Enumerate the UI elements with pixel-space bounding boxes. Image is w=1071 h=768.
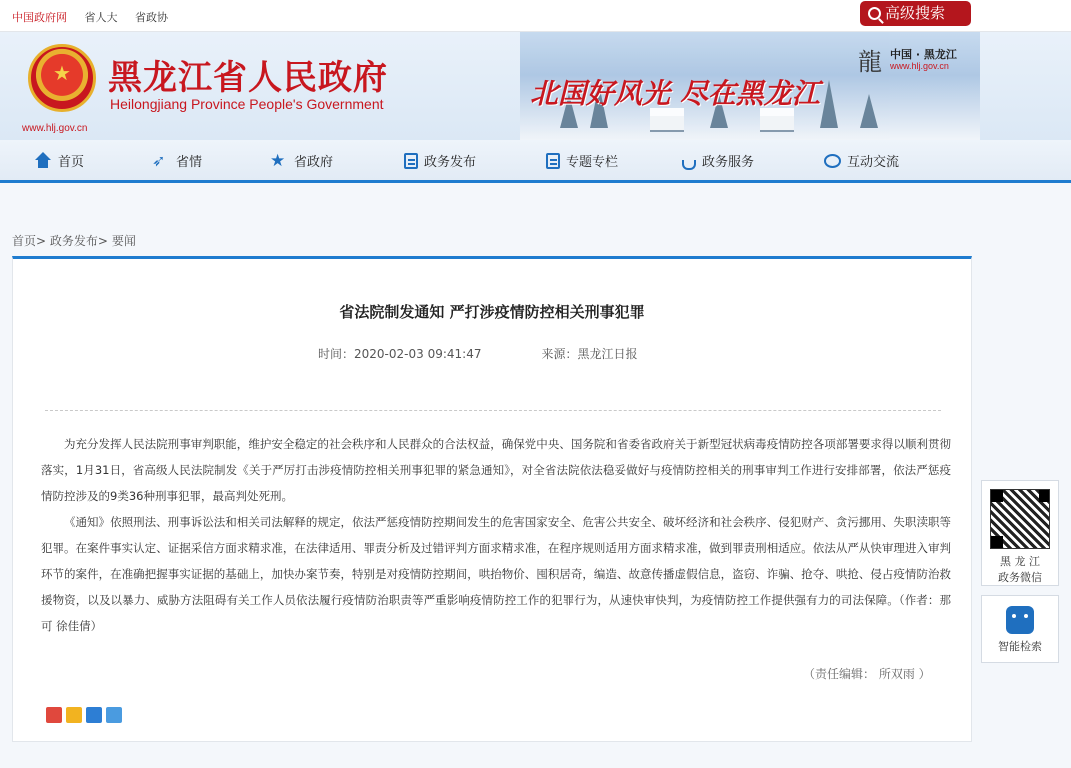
source-label: 来源： bbox=[541, 347, 578, 361]
cup-icon bbox=[682, 160, 696, 170]
breadcrumb bbox=[12, 232, 136, 249]
wechat-widget-line1: 黑 龙 江 bbox=[1000, 555, 1040, 568]
article-paragraph: 《通知》依照刑法、刑事诉讼法和相关司法解释的规定，依法严惩疫情防控期间发生的危害国家安全、危害公共安全、破坏经济和社会秩序、侵犯财产、贪污挪用、失职渎职等犯罪。在案件事实认定、证据采信方面求精求准，在法律适用、罪责分析及过错评判方面求精求准，在程序规则适用方面求精求准，做到罪责刑相适应。依法从严从快审理进入审判环节的案件，在准确把握事实证据的基础上，加快办案节奏，特别是对疫情防控期间，哄抬物价、囤积居奇，编造、故意传播虚假信息，盗窃、诈骗、抢夺、哄抢、侵占疫情防治救援物资，以及以暴力、威胁方法阻碍有关工作人员依法履行疫情防治职责等严重影响疫情防控工作的犯罪行为，从速快审快判，为疫情防控工作提供强有力的司法保障。（作者：那可 徐佳倩） bbox=[41, 515, 951, 633]
advanced-search-label: 高级搜索 bbox=[885, 4, 946, 22]
dragon-logo-icon: 龍 bbox=[858, 48, 882, 76]
site-subtitle: Heilongjiang Province People's Government bbox=[110, 96, 384, 112]
article-meta bbox=[318, 345, 638, 362]
tree-shape bbox=[820, 80, 838, 128]
bird-icon: ➶ bbox=[152, 150, 166, 170]
national-emblem-icon[interactable]: ★ bbox=[28, 44, 96, 112]
nav-item-label: 省政府 bbox=[294, 155, 334, 170]
smart-search-widget[interactable] bbox=[981, 595, 1059, 663]
article-divider bbox=[45, 410, 941, 411]
article-body bbox=[41, 431, 951, 639]
wechat-widget-line2: 政务微信 bbox=[998, 571, 1042, 584]
weibo-share-icon[interactable] bbox=[46, 707, 62, 723]
article-source: 黑龙江日报 bbox=[577, 347, 638, 361]
breadcrumb-separator: > bbox=[36, 234, 47, 248]
nav-item-label: 省情 bbox=[176, 155, 203, 170]
nav-item-interaction[interactable] bbox=[824, 151, 899, 170]
site-url: www.hlj.gov.cn bbox=[22, 123, 88, 134]
link-provincial-congress[interactable]: 省人大 bbox=[84, 11, 118, 24]
breadcrumb-news[interactable]: 要闻 bbox=[111, 234, 136, 248]
corner-brand-name: 中国 · 黑龙江 bbox=[890, 48, 957, 61]
site-title[interactable]: 黑龙江省人民政府 bbox=[108, 58, 388, 98]
nav-item-province-info[interactable] bbox=[152, 151, 202, 170]
article-title: 省法院制发通知 严打涉疫情防控相关刑事犯罪 bbox=[339, 303, 645, 321]
document-icon bbox=[546, 153, 560, 169]
banner-slogan: 北国好风光 尽在黑龙江 bbox=[530, 77, 820, 110]
home-icon bbox=[34, 152, 52, 170]
nav-item-label: 政务发布 bbox=[424, 155, 477, 170]
main-nav bbox=[0, 140, 1071, 183]
advanced-search-button[interactable] bbox=[860, 1, 971, 26]
nav-item-label: 互动交流 bbox=[847, 155, 900, 170]
robot-icon bbox=[1006, 606, 1034, 634]
nav-item-provincial-government[interactable] bbox=[270, 151, 333, 170]
top-bar bbox=[0, 0, 1071, 32]
time-label: 时间： bbox=[318, 347, 355, 361]
responsible-editor: （责任编辑： 所双雨 ） bbox=[803, 667, 931, 681]
article-paragraph: 为充分发挥人民法院刑事审判职能，维护安全稳定的社会秩序和人民群众的合法权益，确保党中央、国务院和省委省政府关于新型冠状病毒疫情防控各项部署要求得以顺利贯彻落实，1月31日，省高级人民法院制发《关于严厉打击涉疫情防控相关刑事犯罪的紧急通知》，对全省法院依法稳妥做好与疫情防控相关的刑事审判工作进行安排部署，依法严惩疫情防控涉及的9类36种刑事犯罪，最高判处死刑。 bbox=[41, 437, 951, 503]
search-icon bbox=[868, 7, 881, 20]
breadcrumb-separator: > bbox=[97, 234, 108, 248]
document-icon bbox=[404, 153, 418, 169]
smart-search-label: 智能检索 bbox=[998, 640, 1042, 653]
more-share-icon[interactable] bbox=[106, 707, 122, 723]
nav-item-government-release[interactable] bbox=[404, 151, 476, 170]
nav-item-government-services[interactable] bbox=[682, 151, 754, 170]
star-icon: ★ bbox=[270, 150, 286, 171]
wechat-widget[interactable] bbox=[981, 480, 1059, 586]
qzone-share-icon[interactable] bbox=[66, 707, 82, 723]
tencent-share-icon[interactable] bbox=[86, 707, 102, 723]
top-links bbox=[12, 9, 182, 25]
nav-item-home[interactable] bbox=[34, 151, 84, 170]
link-provincial-cppcc[interactable]: 省政协 bbox=[135, 11, 168, 24]
nav-item-label: 专题专栏 bbox=[566, 155, 619, 170]
tree-shape bbox=[860, 94, 878, 128]
header-banner bbox=[0, 32, 1071, 140]
nav-item-label: 政务服务 bbox=[702, 155, 755, 170]
chat-icon bbox=[824, 154, 841, 168]
share-bar bbox=[46, 707, 122, 723]
link-gov-cn[interactable]: 中国政府网 bbox=[12, 11, 67, 24]
breadcrumb-home[interactable]: 首页 bbox=[12, 234, 37, 248]
breadcrumb-government-release[interactable]: 政务发布 bbox=[49, 234, 98, 248]
qr-code-icon bbox=[990, 489, 1050, 549]
nav-item-special-topics[interactable] bbox=[546, 151, 618, 170]
article-panel bbox=[12, 256, 972, 742]
publish-time: 2020-02-03 09:41:47 bbox=[354, 347, 482, 361]
nav-item-label: 首页 bbox=[58, 155, 85, 170]
corner-brand-url: www.hlj.gov.cn bbox=[890, 61, 949, 71]
